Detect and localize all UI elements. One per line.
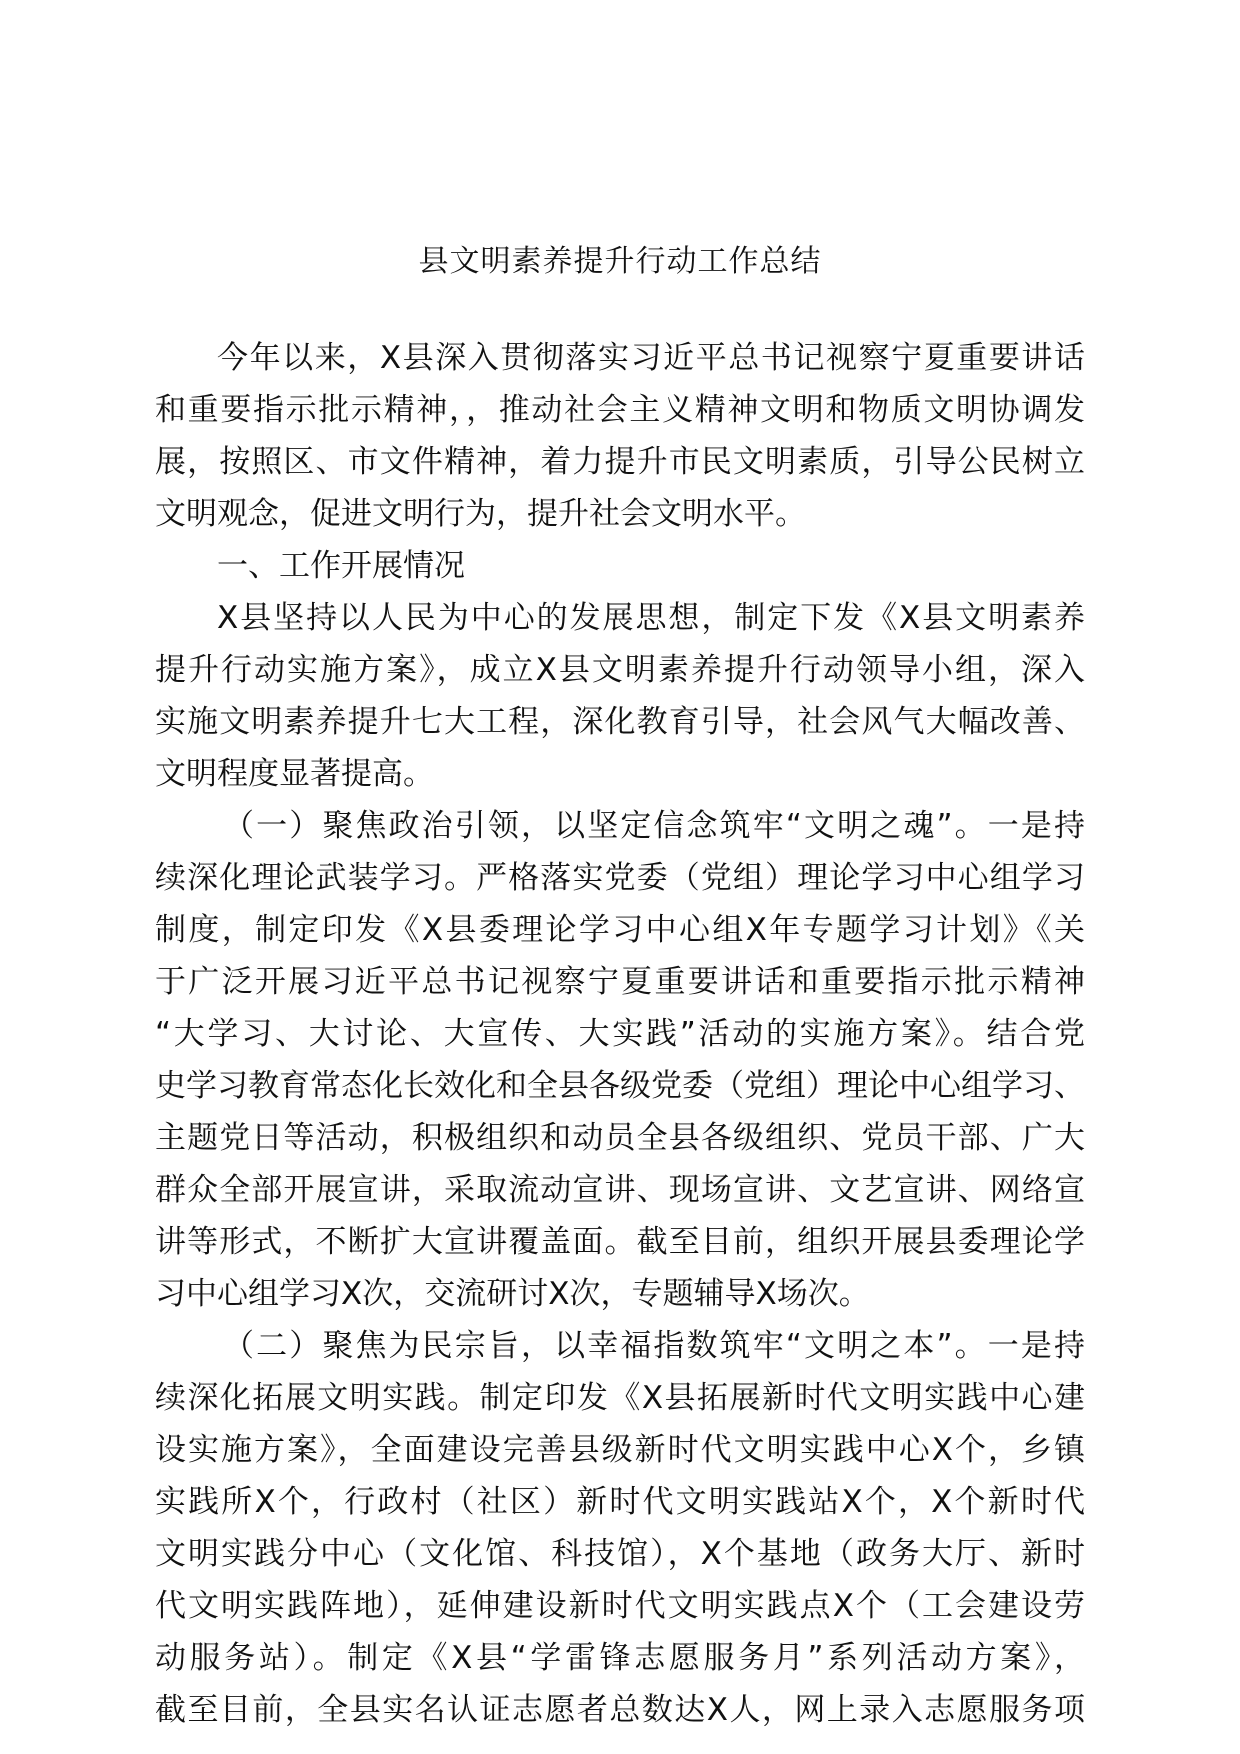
subsection-line: （二）聚焦为民宗旨，以幸福指数筑牢“文明之本”。一是持 (223, 1328, 1085, 1364)
paragraph-line: “大学习、大讨论、大宣传、大实践”活动的实施方案》。结合党 (155, 1016, 1085, 1052)
paragraph-line: 文明程度显著提高。 (155, 756, 434, 792)
paragraph-line: 截至目前，全县实名认证志愿者总数达X人，网上录入志愿服务项 (155, 1692, 1085, 1728)
paragraph-line: 续深化理论武装学习。严格落实党委（党组）理论学习中心组学习 (155, 860, 1085, 896)
paragraph-line: 讲等形式，不断扩大宣讲覆盖面。截至目前，组织开展县委理论学 (155, 1224, 1085, 1260)
paragraph-line: 文明观念，促进文明行为，提升社会文明水平。 (155, 496, 806, 532)
paragraph-line: 实施文明素养提升七大工程，深化教育引导，社会风气大幅改善、 (155, 704, 1085, 740)
section-heading: 一、工作开展情况 (217, 548, 465, 584)
paragraph-line: 和重要指示批示精神，，推动社会主义精神文明和物质文明协调发 (155, 392, 1085, 428)
paragraph-line: 提升行动实施方案》，成立X县文明素养提升行动领导小组，深入 (155, 652, 1085, 688)
paragraph-line: 续深化拓展文明实践。制定印发《X县拓展新时代文明实践中心建 (155, 1380, 1085, 1416)
paragraph-line: 展，按照区、市文件精神，着力提升市民文明素质，引导公民树立 (155, 444, 1085, 480)
paragraph-line: 实践所X个，行政村（社区）新时代文明实践站X个，X个新时代 (155, 1484, 1085, 1520)
paragraph-line: 文明实践分中心（文化馆、科技馆），X个基地（政务大厅、新时 (155, 1536, 1085, 1572)
paragraph-line: 动服务站）。制定《X县“学雷锋志愿服务月”系列活动方案》， (155, 1640, 1085, 1676)
paragraph-line: 主题党日等活动，积极组织和动员全县各级组织、党员干部、广大 (155, 1120, 1085, 1156)
paragraph-line: 代文明实践阵地），延伸建设新时代文明实践点X个（工会建设劳 (155, 1588, 1085, 1624)
paragraph-line: X县坚持以人民为中心的发展思想，制定下发《X县文明素养 (217, 600, 1085, 636)
paragraph-line: 习中心组学习X次，交流研讨X次，专题辅导X场次。 (155, 1276, 870, 1312)
subsection-line: （一）聚焦政治引领，以坚定信念筑牢“文明之魂”。一是持 (223, 808, 1085, 844)
paragraph-line: 于广泛开展习近平总书记视察宁夏重要讲话和重要指示批示精神 (155, 964, 1085, 1000)
document-body (155, 332, 1085, 1736)
paragraph-line: 制度，制定印发《X县委理论学习中心组X年专题学习计划》《关 (155, 912, 1085, 948)
document-title: 县文明素养提升行动工作总结 (418, 244, 822, 279)
paragraph-line: 今年以来，X县深入贯彻落实习近平总书记视察宁夏重要讲话 (217, 340, 1085, 376)
paragraph-line: 史学习教育常态化长效化和全县各级党委（党组）理论中心组学习、 (155, 1068, 1085, 1104)
paragraph-line: 群众全部开展宣讲，采取流动宣讲、现场宣讲、文艺宣讲、网络宣 (155, 1172, 1085, 1208)
paragraph-line: 设实施方案》，全面建设完善县级新时代文明实践中心X个，乡镇 (155, 1432, 1085, 1468)
